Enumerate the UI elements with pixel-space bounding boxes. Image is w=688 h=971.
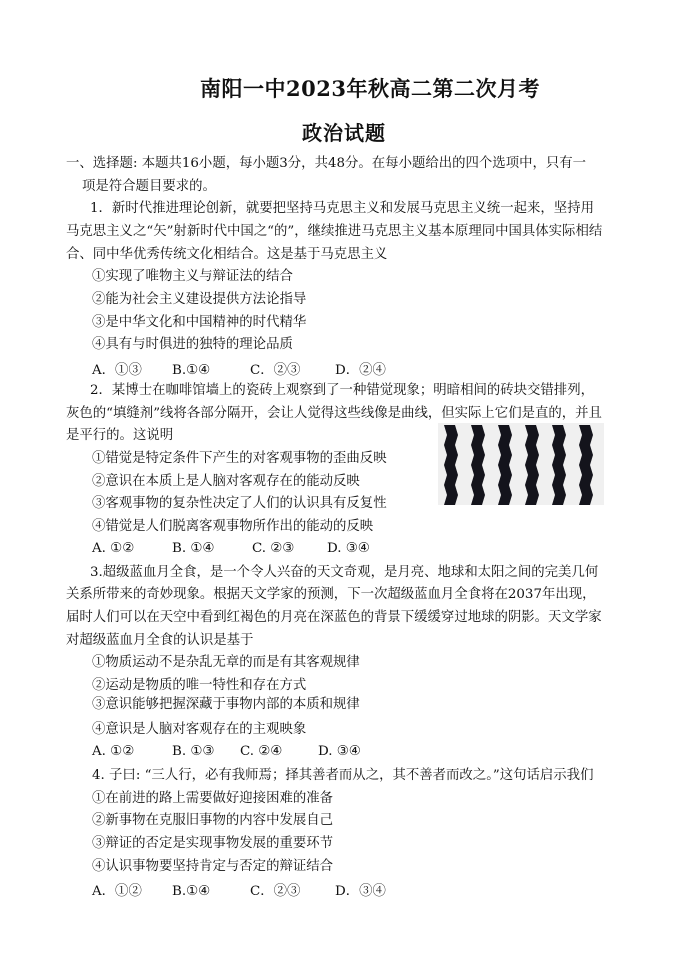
q1-option-a: A．①③ — [92, 363, 142, 378]
q1-stem-line: 合、同中华优秀传统文化相结合。这是基于马克思主义 — [66, 247, 388, 262]
q3-options — [92, 744, 361, 759]
q1-item: ④具有与时俱进的独特的理论品质 — [92, 337, 293, 352]
q3-item: ③意识能够把握深藏于事物内部的本质和规律 — [92, 697, 360, 712]
q3-stem-line: 对超级蓝血月全食的认识是基于 — [66, 633, 254, 648]
q1-option-d: D．②④ — [335, 363, 386, 378]
q3-stem-line: 届时人们可以在天空中看到红褐色的月亮在深蓝色的背景下缓缓穿过地球的阴影。天文学家 — [66, 610, 602, 625]
q1-options — [92, 359, 386, 378]
q4-option-c: C．②③ — [250, 884, 301, 899]
q1-stem-line: 1．新时代推进理论创新，就要把坚持马克思主义和发展马克思主义统一起来，坚持用 — [90, 201, 594, 216]
q2-item: ④错觉是人们脱离客观事物所作出的能动的反映 — [92, 519, 374, 534]
q2-option-a: A. ①② — [92, 541, 135, 556]
exam-title: 南阳一中2023年秋高二第二次月考 — [200, 76, 540, 101]
q2-stem-line: 2．某博士在咖啡馆墙上的瓷砖上观察到了一种错觉现象；明暗相间的砖块交错排列， — [90, 383, 594, 398]
q4-stem-line: 4. 子曰: “三人行，必有我师焉；择其善者而从之，其不善者而改之。”这句话启示我们 — [92, 768, 594, 783]
section-instruction-cont: 项是符合题目要求的。 — [82, 179, 216, 194]
q3-option-b: B. ①③ — [172, 744, 215, 759]
q1-item: ③是中华文化和中国精神的时代精华 — [92, 315, 307, 330]
q4-item: ①在前进的路上需要做好迎接困难的准备 — [92, 791, 334, 806]
q2-item: ①错觉是特定条件下产生的对客观事物的歪曲反映 — [92, 451, 387, 466]
q3-stem-line: 关系所带来的奇妙现象。根据天文学家的预测，下一次超级蓝血月全食将在2037年出现， — [66, 587, 596, 602]
q1-stem-line: 马克思主义之“矢”射新时代中国之“的”，继续推进马克思主义基本原理同中国具体实际相结 — [66, 224, 603, 239]
q1-item: ②能为社会主义建设提供方法论指导 — [92, 292, 307, 307]
q3-item: ①物质运动不是杂乱无章的而是有其客观规律 — [92, 655, 360, 670]
q3-option-a: A. ①② — [92, 744, 135, 759]
q4-options — [92, 880, 386, 899]
q2-item: ②意识在本质上是人脑对客观存在的能动反映 — [92, 474, 360, 489]
q1-option-c: C．②③ — [250, 363, 301, 378]
q3-option-c: C. ②④ — [240, 744, 283, 759]
q2-option-c: C. ②③ — [252, 541, 295, 556]
cafe-wall-illusion-figure — [438, 423, 604, 505]
q1-option-b: B.①④ — [172, 363, 211, 378]
q4-item: ②新事物在克服旧事物的内容中发展自己 — [92, 813, 334, 828]
q3-item: ④意识是人脑对客观存在的主观映象 — [92, 722, 307, 737]
q4-option-a: A．①② — [92, 884, 142, 899]
section-instruction: 一、选择题: 本题共16小题，每小题3分，共48分。在每小题给出的四个选项中，只有一 — [66, 156, 587, 171]
q2-option-b: B. ①④ — [172, 541, 215, 556]
q2-stem-line: 灰色的“填缝剂”线将各部分隔开，会让人觉得这些线像是曲线，但实际上它们是直的，并且 — [66, 406, 602, 421]
q2-options — [92, 541, 370, 556]
q4-item: ④认识事物要坚持肯定与否定的辩证结合 — [92, 859, 334, 874]
q2-stem-line: 是平行的。这说明 — [66, 428, 174, 443]
q2-option-d: D. ③④ — [327, 541, 370, 556]
q4-option-d: D．③④ — [335, 884, 386, 899]
q4-item: ③辩证的否定是实现事物发展的重要环节 — [92, 836, 334, 851]
q4-option-b: B.①④ — [172, 884, 211, 899]
q3-option-d: D. ③④ — [318, 744, 361, 759]
q2-item: ③客观事物的复杂性决定了人们的认识具有反复性 — [92, 496, 387, 511]
exam-subtitle: 政治试题 — [302, 121, 386, 145]
q1-item: ①实现了唯物主义与辩证法的结合 — [92, 269, 293, 284]
q3-item: ②运动是物质的唯一特性和存在方式 — [92, 678, 307, 693]
wavy-stripes-graphic — [438, 423, 604, 505]
q3-stem-line: 3.超级蓝血月全食，是一个令人兴奋的天文奇观，是月亮、地球和太阳之间的完美几何 — [90, 565, 599, 580]
